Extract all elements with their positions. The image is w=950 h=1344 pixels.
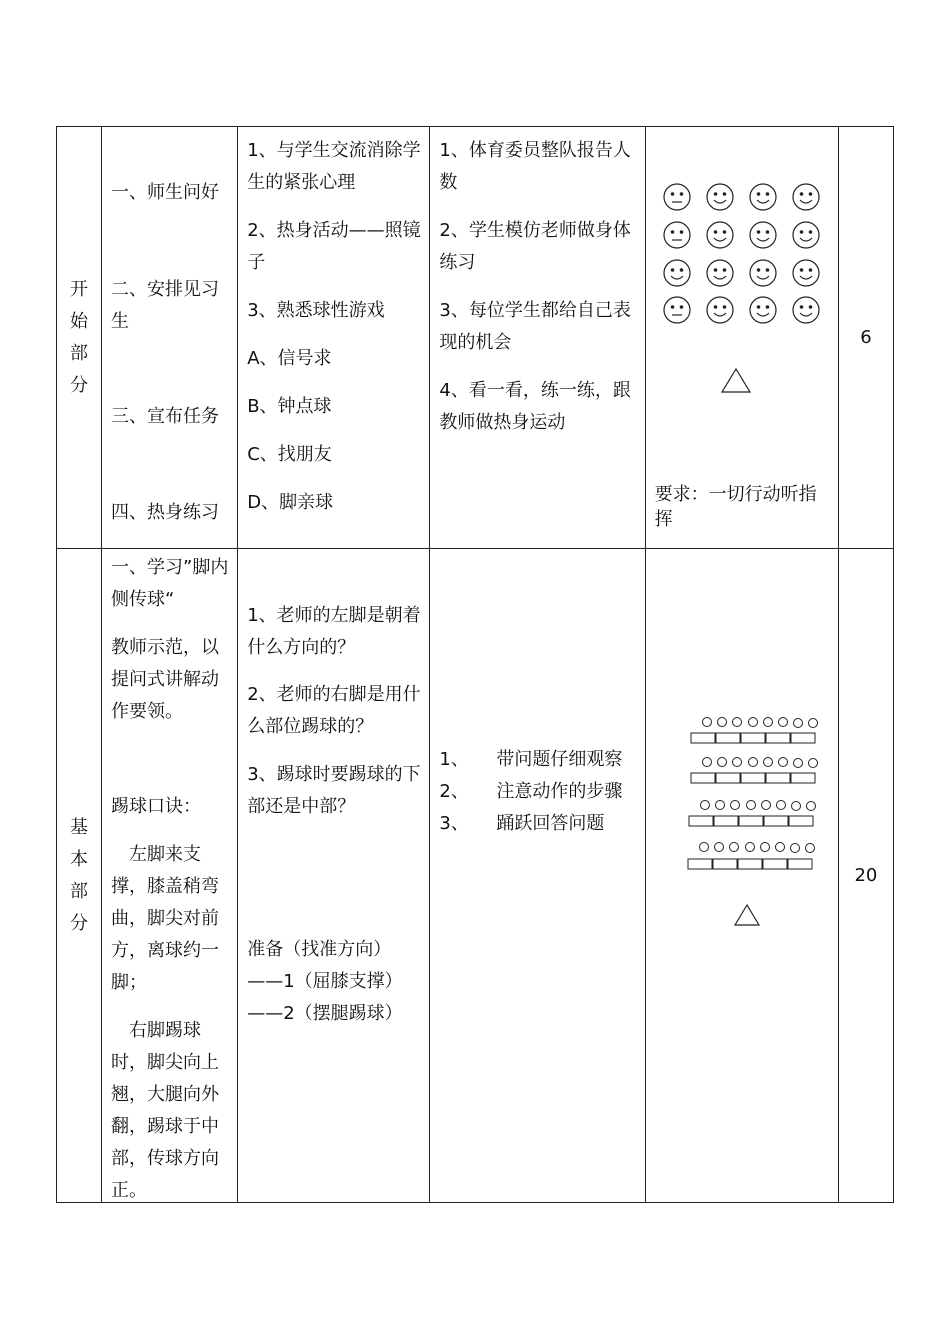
student-activity-cell [430, 127, 645, 549]
teacher-triangle-icon [722, 369, 750, 392]
student-item: 2、学生模仿老师做身体练习 [439, 220, 631, 273]
teacher-item: C、找朋友 [247, 444, 332, 465]
section-title-text: 开始部分 [70, 278, 89, 396]
student-activity-cell [430, 549, 645, 1203]
formation-rows-diagram [646, 549, 839, 969]
content-item: 一、师生问好 [111, 182, 220, 203]
teacher-item: 2、热身活动——照镜子 [247, 220, 421, 273]
student-formation-row [689, 801, 816, 827]
section-title [57, 549, 102, 1203]
student-item-number: 1、 [439, 749, 469, 770]
content-item: 三、宣布任务 [111, 406, 220, 427]
formation-smileys-diagram [646, 127, 839, 467]
teacher-item: B、钟点球 [247, 396, 332, 417]
teacher-item: 准备（找准方向）——1（屈膝支撑）——2（摆腿踢球） [247, 939, 403, 1024]
teacher-item: 2、老师的右脚是用什么部位踢球的？ [247, 684, 421, 737]
student-formation-row [691, 718, 818, 744]
student-item [439, 808, 640, 840]
time-value: 6 [860, 326, 872, 348]
teacher-item: 1、与学生交流消除学生的紧张心理 [247, 140, 421, 193]
section-row-basic [57, 549, 894, 1203]
student-item [439, 744, 640, 776]
content-item: 左脚来支撑，膝盖稍弯曲，脚尖对前方，离球约一脚； [111, 844, 220, 993]
teacher-activity-cell [238, 127, 430, 549]
student-formation-row [691, 758, 818, 784]
student-item-text: 踊跃回答问题 [496, 813, 605, 834]
smiley-grid [664, 184, 819, 323]
content-item: 教师示范，以提问式讲解动作要领。 [111, 637, 220, 722]
student-item-text: 注意动作的步骤 [496, 781, 623, 802]
time-cell [838, 549, 893, 1203]
teacher-item: 1、老师的左脚是朝着什么方向的？ [247, 605, 421, 658]
organization-note: 要求：一切行动听指挥 [654, 484, 817, 530]
content-item: 二、安排见习生 [111, 279, 220, 332]
teacher-item: 3、熟悉球性游戏 [247, 300, 385, 321]
time-cell [838, 127, 893, 549]
student-item-number: 3、 [439, 813, 469, 834]
content-cell [102, 127, 238, 549]
teacher-item: A、信号求 [247, 348, 332, 369]
student-item [439, 776, 640, 808]
student-item-number: 2、 [439, 781, 469, 802]
content-item: 四、热身练习 [111, 502, 220, 523]
student-formation-row [688, 843, 815, 870]
student-item: 1、体育委员整队报告人数 [439, 140, 631, 193]
student-item: 3、每位学生都给自己表现的机会 [439, 300, 631, 353]
content-item: 右脚踢球时，脚尖向上翘，大腿向外翻，踢球于中部，传球方向正。 [111, 1020, 220, 1201]
time-value: 20 [854, 864, 878, 886]
content-cell [102, 549, 238, 1203]
student-item-text: 带问题仔细观察 [496, 749, 623, 770]
organization-cell [645, 127, 838, 549]
section-row-start [57, 127, 894, 549]
student-item: 4、看一看，练一练，跟教师做热身运动 [439, 380, 631, 433]
lesson-plan-table [56, 126, 894, 1203]
teacher-item: 3、踢球时要踢球的下部还是中部？ [247, 764, 421, 817]
content-item: 踢球口诀： [111, 796, 202, 817]
teacher-triangle-icon [735, 905, 759, 925]
teacher-activity-cell [238, 549, 430, 1203]
section-title [57, 127, 102, 549]
section-title-text: 基本部分 [70, 816, 89, 934]
content-item: 一、学习”脚内侧传球“ [111, 557, 229, 610]
teacher-item: D、脚亲球 [247, 492, 334, 513]
organization-cell [645, 549, 838, 1203]
